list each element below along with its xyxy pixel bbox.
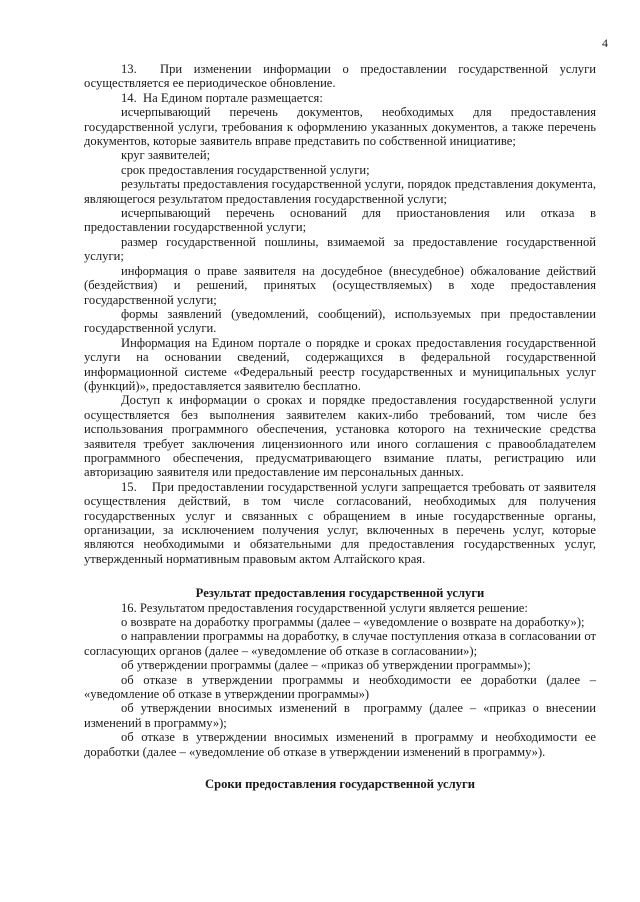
paragraph: срок предоставления государственной услуги; <box>121 162 370 177</box>
page-number: 4 <box>602 36 608 50</box>
paragraph: 16. Результатом предоставления государственной услуги является решение: <box>121 600 528 615</box>
paragraph: формы заявлений (уведомлений, сообщений), используемых при предоставлении государственной услуги. <box>84 306 596 336</box>
paragraph: о направлении программы на доработку, в случае поступления отказа в согласовании от согласующих органов (далее – «уведомление об отказе в согласовании»); <box>84 629 596 658</box>
paragraph: об отказе в утверждении программы и необходимости ее доработки (далее – «уведомление об отказе в утверждении программы») <box>84 672 596 702</box>
paragraph: размер государственной пошлины, взимаемой за предоставление государственной услуги; <box>84 234 596 264</box>
section-deadlines <box>84 777 596 791</box>
paragraph: 14. На Едином портале размещается: <box>121 90 323 105</box>
section-heading: Результат предоставления государственной услуги <box>195 586 485 601</box>
paragraph: Доступ к информации о сроках и порядке предоставления государственной услуги осуществляется без выполнения заявителем каких-либо требований, том числе без использования программного обеспечения, установка которого на технические средства заявителя требует заключения лицензионного или иного соглашения с правообладателем программного обеспечения, предусматривающего взимание платы, регистрацию или авторизацию заявителя или предоставление им персональных данных. <box>84 393 596 480</box>
paragraph: об отказе в утверждении вносимых изменений в программу и необходимости ее доработки (далее – «уведомление об отказе в утверждении изменений в программу»). <box>84 730 596 759</box>
paragraph: результаты предоставления государственной услуги, порядок представления документа, являющегося результатом предоставления государственной услуги; <box>84 177 596 206</box>
paragraph: 13. При изменении информации о предоставлении государственной услуги осуществляется ее периодическое обновление. <box>84 62 596 91</box>
paragraph: 15. При предоставлении государственной услуги запрещается требовать от заявителя осуществления действий, в том числе согласований, необходимых для получения государственных услуг и связанных с обращением в иные государственные органы, организации, за исключением получения услуг, включенных в перечень услуг, которые являются необходимыми и обязательными для предоставления государственных услуг, утвержденный нормативным правовым актом Алтайского края. <box>84 479 596 566</box>
paragraph: информация о праве заявителя на досудебное (внесудебное) обжалование действий (бездействия) и решений, принятых (осуществляемых) в ходе предоставления государственной услуги; <box>84 263 596 307</box>
paragraph: Информация на Едином портале о порядке и сроках предоставления государственной услуги на основании сведений, содержащихся в федеральной государственной информационной системе «Федеральный реестр государственных и муниципальных услуг (функций)», предоставляется заявителю бесплатно. <box>84 335 596 393</box>
paragraph: круг заявителей; <box>121 148 211 163</box>
paragraph: об утверждении вносимых изменений в программу (далее – «приказ о внесении изменений в программу»); <box>84 701 596 730</box>
paragraph: об утверждении программы (далее – «приказ об утверждении программы»); <box>121 658 531 673</box>
paragraph: исчерпывающий перечень документов, необходимых для предоставления государственной услуги, требования к оформлению указанных документов, а также перечень документов, которые заявитель вправе представить по собственной инициативе; <box>84 105 596 149</box>
section-heading: Сроки предоставления государственной услуги <box>205 777 475 792</box>
section-info-portal <box>84 62 596 566</box>
section-result <box>84 586 596 759</box>
paragraph: исчерпывающий перечень оснований для приостановления или отказа в предоставлении государственной услуги; <box>84 206 596 235</box>
paragraph: о возврате на доработку программы (далее – «уведомление о возврате на доработку»); <box>121 615 585 630</box>
